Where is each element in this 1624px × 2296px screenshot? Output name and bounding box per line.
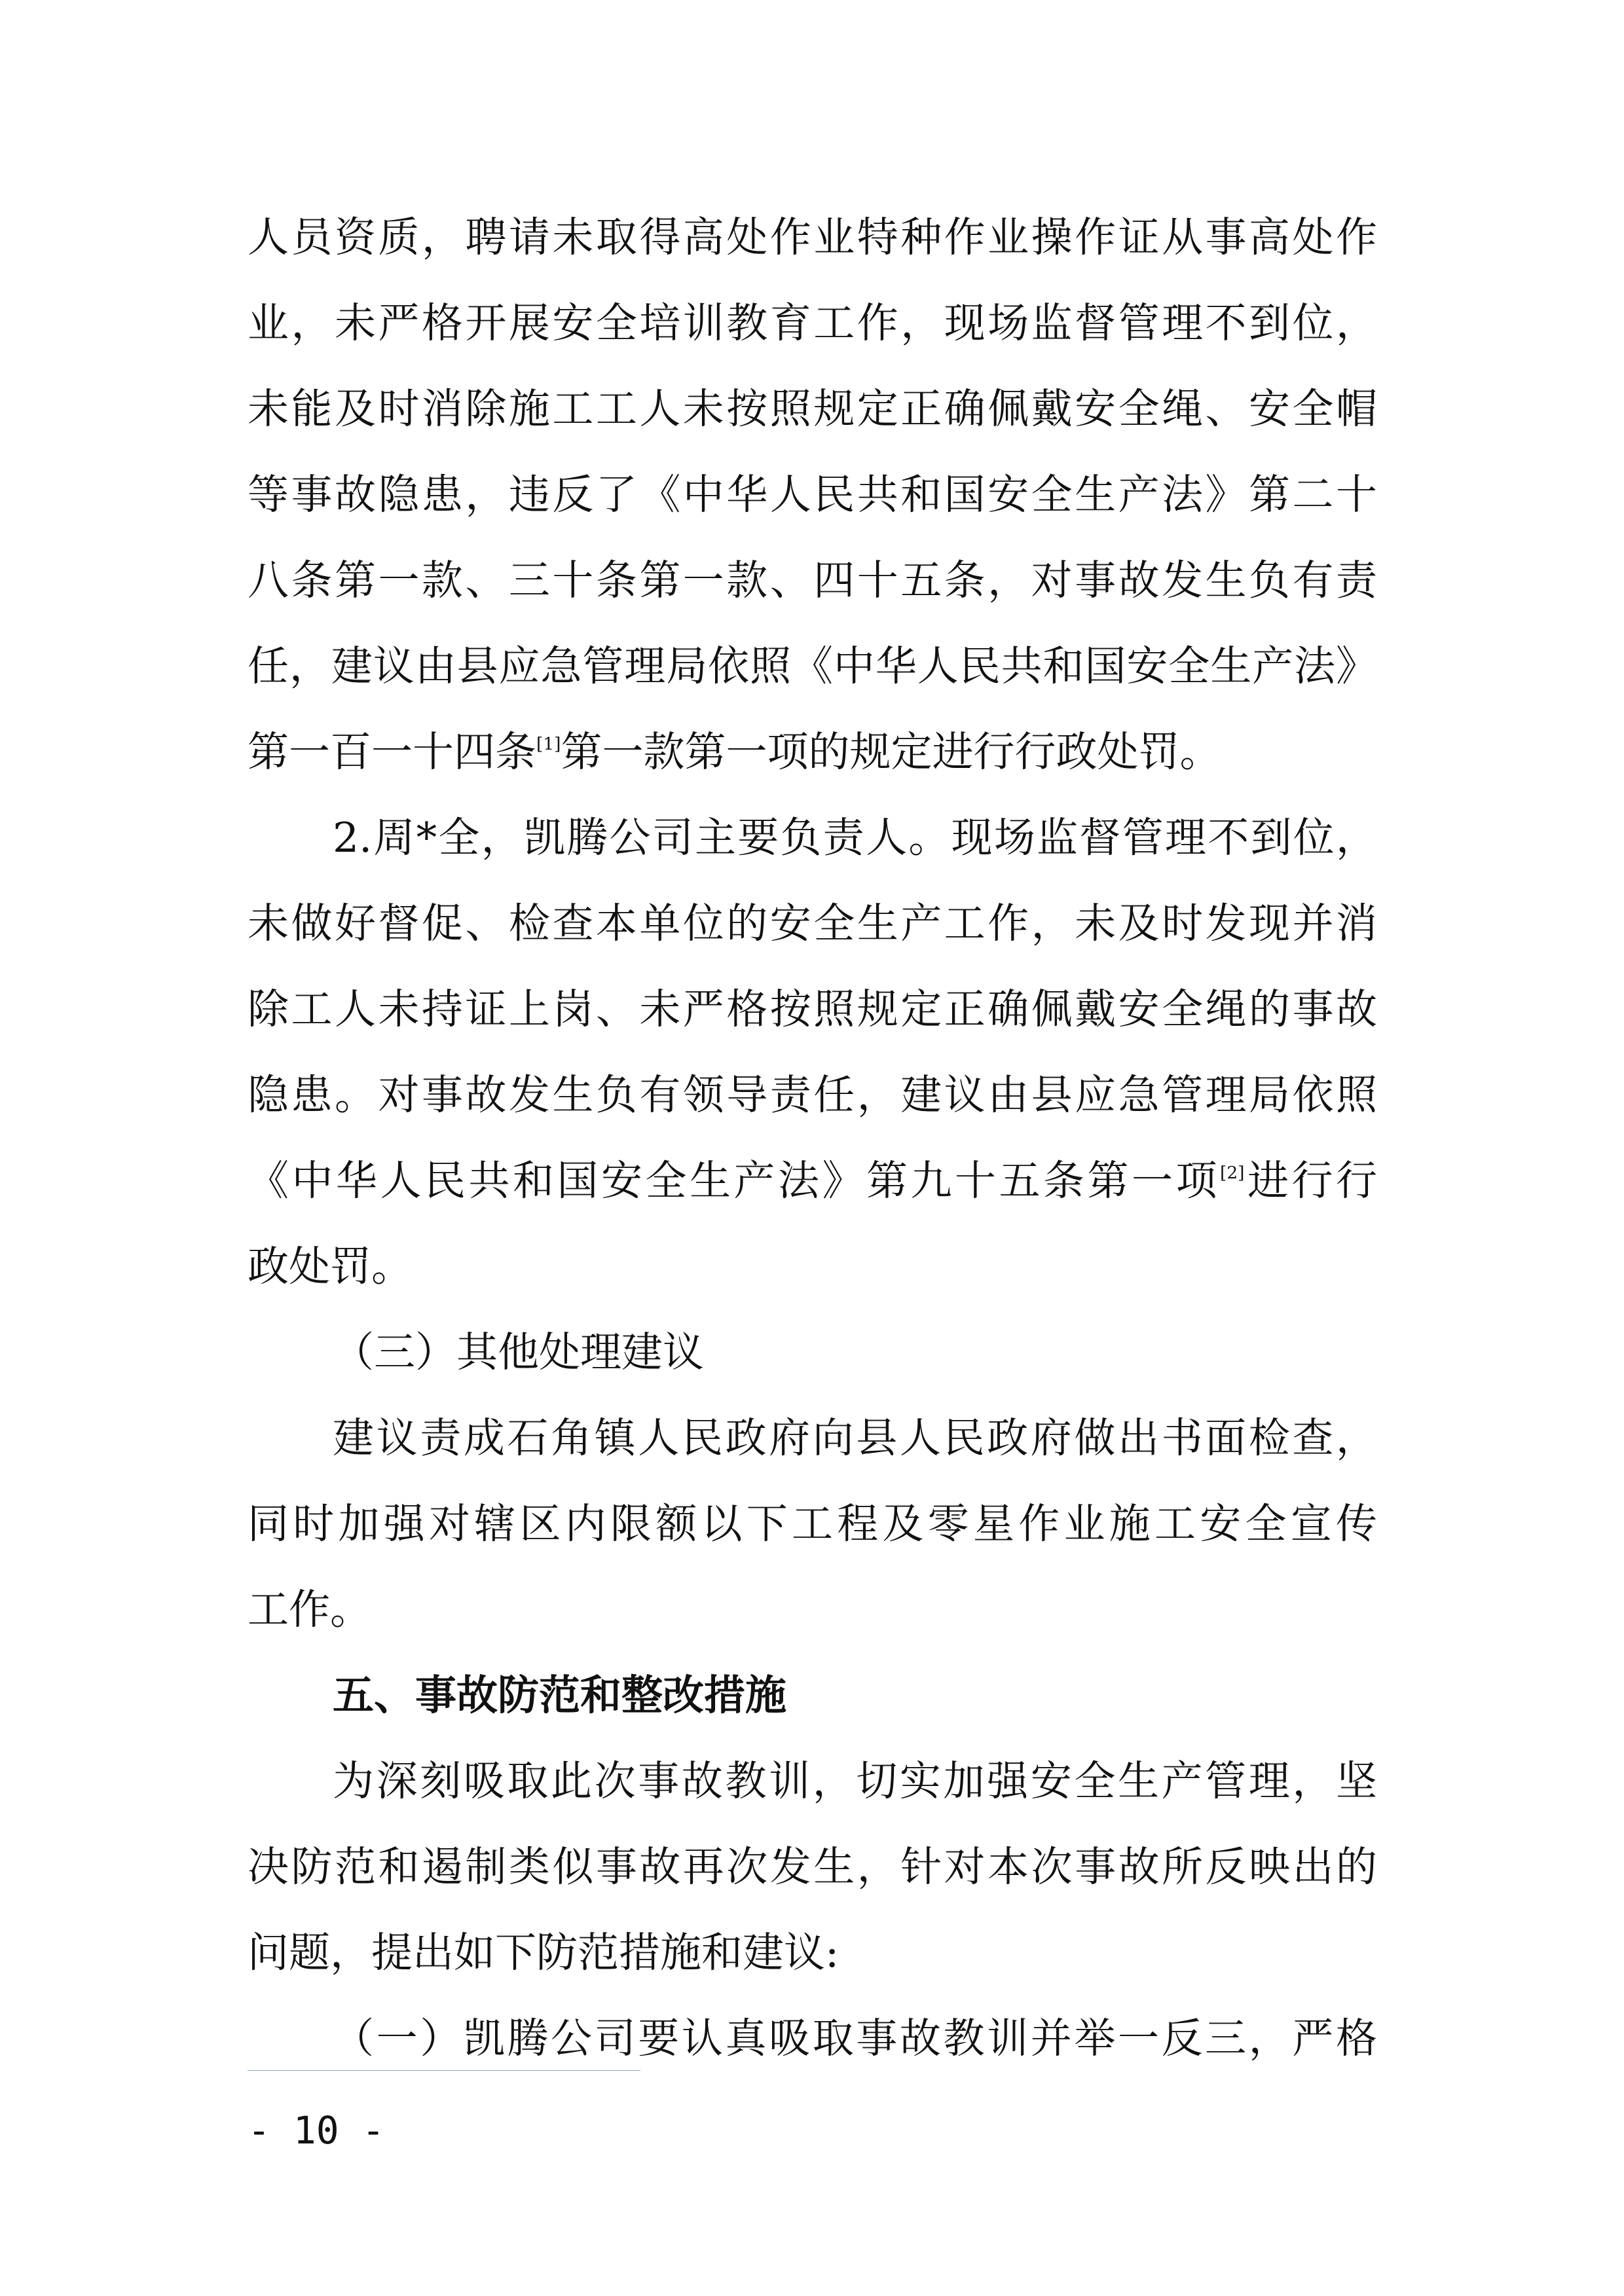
body-line: [248, 1157, 1378, 1205]
body-line: 等事故隐患，违反了《中华人民共和国安全生产法》第二十: [248, 471, 1377, 519]
body-line: 未做好督促、检查本单位的安全生产工作，未及时发现并消: [248, 900, 1377, 947]
body-line: 人员资质，聘请未取得高处作业特种作业操作证从事高处作: [248, 213, 1377, 261]
body-line: 八条第一款、三十条第一款、四十五条，对事故发生负有责: [248, 556, 1377, 604]
body-line: 2.周*全，凯腾公司主要负责人。现场监督管理不到位，: [333, 814, 1377, 862]
body-text: 第一百一十四条: [248, 728, 536, 776]
body-line: 工作。: [248, 1586, 371, 1633]
footnote-ref-2[interactable]: [2]: [1220, 1162, 1245, 1183]
page-number: - 10 -: [248, 2108, 385, 2153]
footnote-divider: [248, 2070, 640, 2071]
body-line: 除工人未持证上岗、未严格按照规定正确佩戴安全绳的事故: [248, 985, 1377, 1033]
section-heading: 五、事故防范和整改措施: [333, 1671, 786, 1719]
body-text: 进行行: [1244, 1157, 1378, 1205]
body-line: [248, 728, 1221, 776]
body-line: 任，建议由县应急管理局依照《中华人民共和国安全生产法》: [248, 642, 1377, 690]
subheading-other-suggestions: （三）其他处理建议: [333, 1328, 704, 1376]
body-line: 隐患。对事故发生负有领导责任，建议由县应急管理局依照: [248, 1071, 1377, 1119]
body-line: 建议责成石角镇人民政府向县人民政府做出书面检查，: [333, 1414, 1377, 1462]
body-line: 为深刻吸取此次事故教训，切实加强安全生产管理，坚: [333, 1757, 1377, 1805]
body-line: 未能及时消除施工工人未按照规定正确佩戴安全绳、安全帽: [248, 385, 1377, 433]
body-line: 问题，提出如下防范措施和建议:: [248, 1929, 840, 1977]
footnote-ref-1[interactable]: [1]: [536, 733, 561, 754]
body-line: 政处罚。: [248, 1243, 413, 1290]
body-line: 业，未严格开展安全培训教育工作，现场监督管理不到位，: [248, 299, 1377, 347]
body-text: 《中华人民共和国安全生产法》第九十五条第一项: [248, 1157, 1221, 1205]
body-text: 第一款第一项的规定进行行政处罚。: [561, 728, 1221, 776]
body-line: 同时加强对辖区内限额以下工程及零星作业施工安全宣传: [248, 1500, 1377, 1548]
body-line: （一）凯腾公司要认真吸取事故教训并举一反三，严格: [333, 2014, 1377, 2062]
body-line: 决防范和遏制类似事故再次发生，针对本次事故所反映出的: [248, 1843, 1377, 1891]
